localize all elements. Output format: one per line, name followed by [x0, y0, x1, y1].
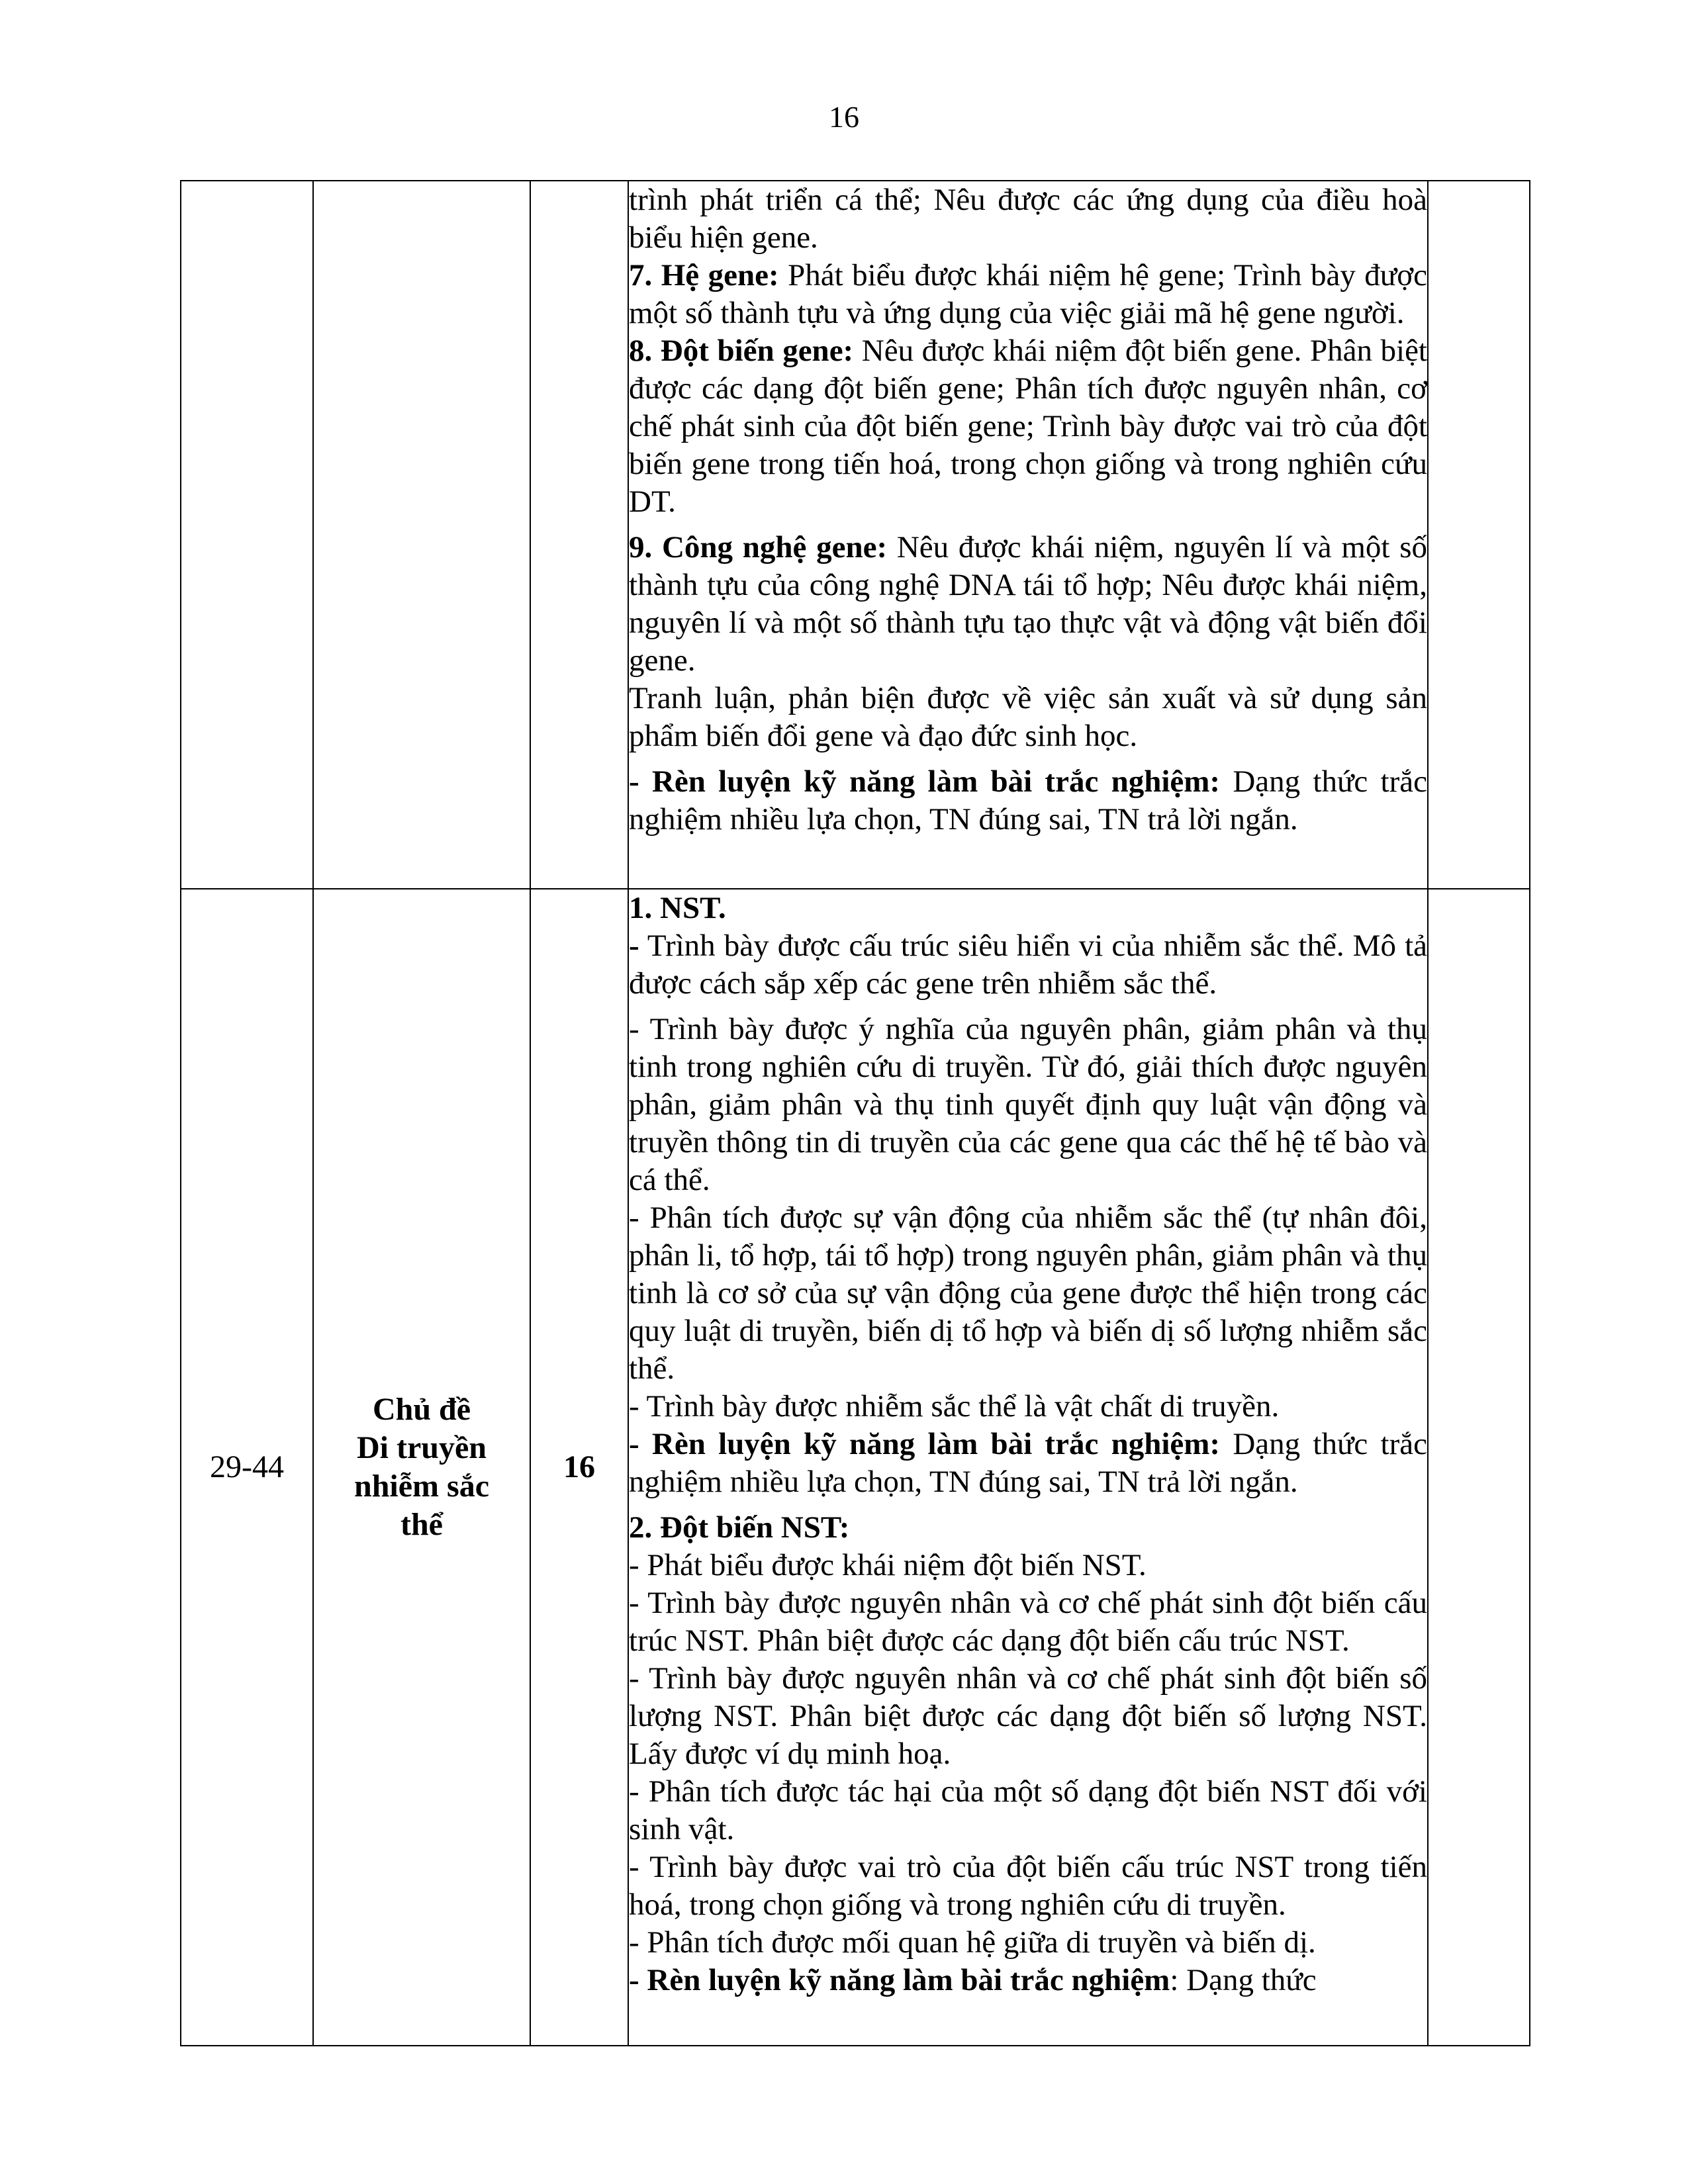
- content-cell: [628, 889, 1428, 2046]
- content-paragraph: 2. Đột biến NST:: [629, 1510, 850, 1545]
- topic-cell: [313, 181, 530, 889]
- content-paragraph: - Trình bày được nguyên nhân và cơ chế phát sinh đột biến cấu trúc NST. Phân biệt được các dạng đột biến cấu trúc NST.: [629, 1586, 1427, 1658]
- content-paragraph: 9. Công nghệ gene: Nêu được khái niệm, nguyên lí và một số thành tựu của công nghệ DNA tái tổ hợp; Nêu được khái niệm, nguyên lí và một số thành tựu tạo thực vật và động vật biến đổi gene.: [629, 530, 1427, 678]
- topic-line: Di truyền: [357, 1430, 487, 1465]
- content-paragraph: - Rèn luyện kỹ năng làm bài trắc nghiệm: Dạng thức trắc nghiệm nhiều lựa chọn, TN đúng sai, TN trả lời ngắn.: [629, 1427, 1427, 1499]
- note-cell: [1428, 181, 1530, 889]
- topic-cell: [313, 889, 530, 2046]
- content-paragraph: 7. Hệ gene: Phát biểu được khái niệm hệ gene; Trình bày được một số thành tựu và ứng dụng của việc giải mã hệ gene người.: [629, 258, 1427, 330]
- content-paragraph: - Trình bày được ý nghĩa của nguyên phân, giảm phân và thụ tinh trong nghiên cứu di truyền. Từ đó, giải thích được nguyên phân, giảm phân và thụ tinh quyết định quy luật vận động và truyền thông tin di truyền của các gene qua các thế hệ tế bào và cá thể.: [629, 1012, 1427, 1197]
- content-paragraph: - Phát biểu được khái niệm đột biến NST.: [629, 1548, 1147, 1582]
- table-row: [181, 181, 1530, 889]
- content-paragraph: - Phân tích được tác hại của một số dạng đột biến NST đối với sinh vật.: [629, 1774, 1427, 1846]
- content-paragraph: trình phát triển cá thể; Nêu được các ứng dụng của điều hoà biểu hiện gene.: [629, 183, 1427, 255]
- content-paragraph: Tranh luận, phản biện được về việc sản xuất và sử dụng sản phẩm biến đổi gene và đạo đức sinh học.: [629, 681, 1427, 753]
- content-paragraph: - Phân tích được mối quan hệ giữa di truyền và biến dị.: [629, 1925, 1316, 1960]
- curriculum-table: [180, 180, 1530, 2046]
- periods-cell: 16: [530, 889, 628, 2046]
- topic-line: nhiễm sắc: [354, 1469, 489, 1504]
- content-cell: [628, 181, 1428, 889]
- content-paragraph: - Trình bày được cấu trúc siêu hiển vi của nhiễm sắc thể. Mô tả được cách sắp xếp các gene trên nhiễm sắc thể.: [629, 929, 1427, 1001]
- periods-cell: [530, 181, 628, 889]
- content-paragraph: - Trình bày được nguyên nhân và cơ chế phát sinh đột biến số lượng NST. Phân biệt được các dạng đột biến số lượng NST. Lấy được ví dụ minh hoạ.: [629, 1661, 1427, 1771]
- content-paragraph: - Rèn luyện kỹ năng làm bài trắc nghiệm: Dạng thức: [629, 1963, 1317, 1997]
- content-paragraph: - Phân tích được sự vận động của nhiễm sắc thể (tự nhân đôi, phân li, tổ hợp, tái tổ hợp) trong nguyên phân, giảm phân và thụ tinh là cơ sở của sự vận động của gene được thể hiện trong các quy luật di truyền, biến dị tổ hợp và biến dị số lượng nhiễm sắc thể.: [629, 1201, 1427, 1386]
- lessons-cell: 29-44: [181, 889, 313, 2046]
- note-cell: [1428, 889, 1530, 2046]
- table-row: [181, 889, 1530, 2046]
- lessons-cell: [181, 181, 313, 889]
- content-paragraph: - Rèn luyện kỹ năng làm bài trắc nghiệm: Dạng thức trắc nghiệm nhiều lựa chọn, TN đúng sai, TN trả lời ngắn.: [629, 764, 1427, 837]
- content-paragraph: 8. Đột biến gene: Nêu được khái niệm đột biến gene. Phân biệt được các dạng đột biến gene; Phân tích được nguyên nhân, cơ chế phát sinh của đột biến gene; Trình bày được vai trò của đột biến gene trong tiến hoá, trong chọn giống và trong nghiên cứu DT.: [629, 334, 1427, 519]
- content-paragraph: - Trình bày được nhiễm sắc thể là vật chất di truyền.: [629, 1389, 1280, 1424]
- page-number: 16: [829, 100, 859, 134]
- content-paragraph: 1. NST.: [629, 891, 726, 925]
- topic-line: thể: [400, 1507, 443, 1542]
- topic-line: Chủ đề: [372, 1392, 471, 1427]
- content-paragraph: - Trình bày được vai trò của đột biến cấu trúc NST trong tiến hoá, trong chọn giống và trong nghiên cứu di truyền.: [629, 1850, 1427, 1922]
